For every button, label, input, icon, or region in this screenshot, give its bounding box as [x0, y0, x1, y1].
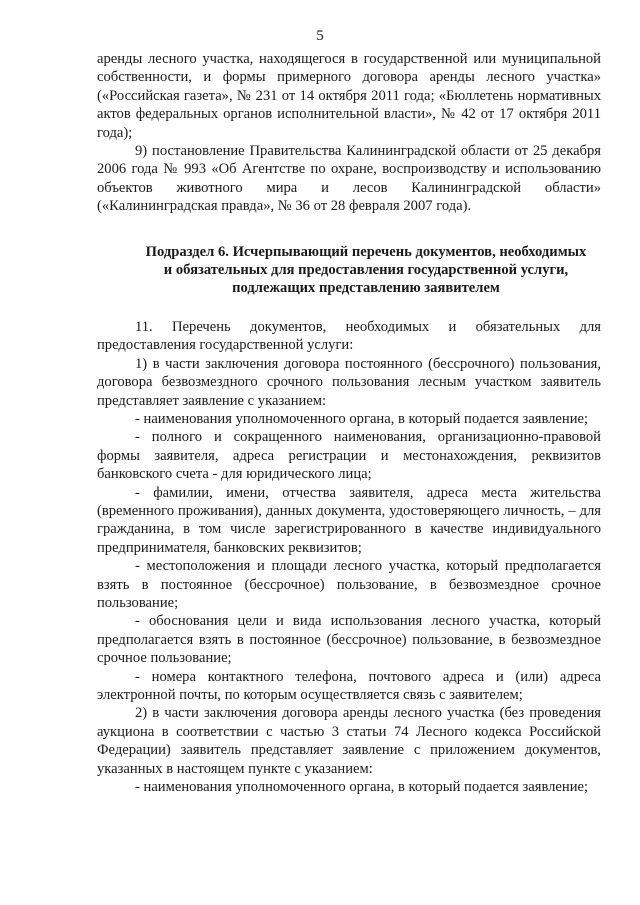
section-heading-line-1: Подраздел 6. Исчерпывающий перечень документов, необходимых: [145, 243, 587, 260]
list-item: - наименования уполномоченного органа, в который подается заявление;: [135, 779, 589, 796]
paragraph-item-9: 9) постановление Правительства Калининградской области от 25 декабря 2006 года № 993 «Об Агентстве по охране, воспроизводству и использованию объектов животного мира и лесов Калининградской области» («Калининградская правда», № 36 от 28 февраля 2007 года).: [97, 143, 601, 215]
list-item: - местоположения и площади лесного участка, который предполагается взять в постоянное (бессрочное) пользование, в безвозмездное срочное пользование;: [97, 558, 601, 611]
section-heading-line-2: и обязательных для предоставления государственной услуги,: [163, 262, 569, 279]
list-item: - фамилии, имени, отчества заявителя, адреса места жительства (временного проживания), данных документа, удостоверяющего личность, – для гражданина, в том числе зарегистрированного в качестве индивидуального предпринимателя, банковских реквизитов;: [97, 484, 601, 556]
paragraph-continuation: аренды лесного участка, находящегося в государственной или муниципальной собственности, и формы примерного договора аренды лесного участка» («Российская газета», № 231 от 14 октября 2011 года; «Бюллетень нормативных актов федеральных органов исполнительной власти», № 42 от 17 октября 2011 года);: [97, 51, 601, 141]
list-item: - номера контактного телефона, почтового адреса и (или) адреса электронной почты, по которым осуществляется связь с заявителем;: [97, 668, 601, 703]
list-item: - полного и сокращенного наименования, организационно-правовой формы заявителя, адреса регистрации и местонахождения, реквизитов банковского счета - для юридического лица;: [97, 429, 601, 483]
section-heading-line-3: подлежащих представлению заявителем: [232, 280, 500, 297]
page-number: 5: [316, 28, 324, 44]
section-heading: [97, 243, 601, 298]
paragraph-subitem-2: 2) в части заключения договора аренды лесного участка (без проведения аукциона в соответствии с частью 3 статьи 74 Лесного кодекса Российской Федерации) заявитель представляет заявление с приложением документов, указанных в настоящем пункте с указанием:: [97, 705, 601, 777]
list-item: - наименования уполномоченного органа, в который подается заявление;: [135, 410, 589, 427]
paragraph-subitem-1: 1) в части заключения договора постоянного (бессрочного) пользования, договора безвозмездного срочного пользования лесным участком заявитель представляет заявление с указанием:: [97, 355, 601, 409]
paragraph-clause-11: 11. Перечень документов, необходимых и обязательных для предоставления государственной услуги:: [97, 318, 601, 354]
document-body: [97, 50, 601, 796]
list-item: - обоснования цели и вида использования лесного участка, который предполагается взять в постоянное (бессрочное) пользование, в безвозмездное срочное пользование;: [97, 613, 601, 667]
